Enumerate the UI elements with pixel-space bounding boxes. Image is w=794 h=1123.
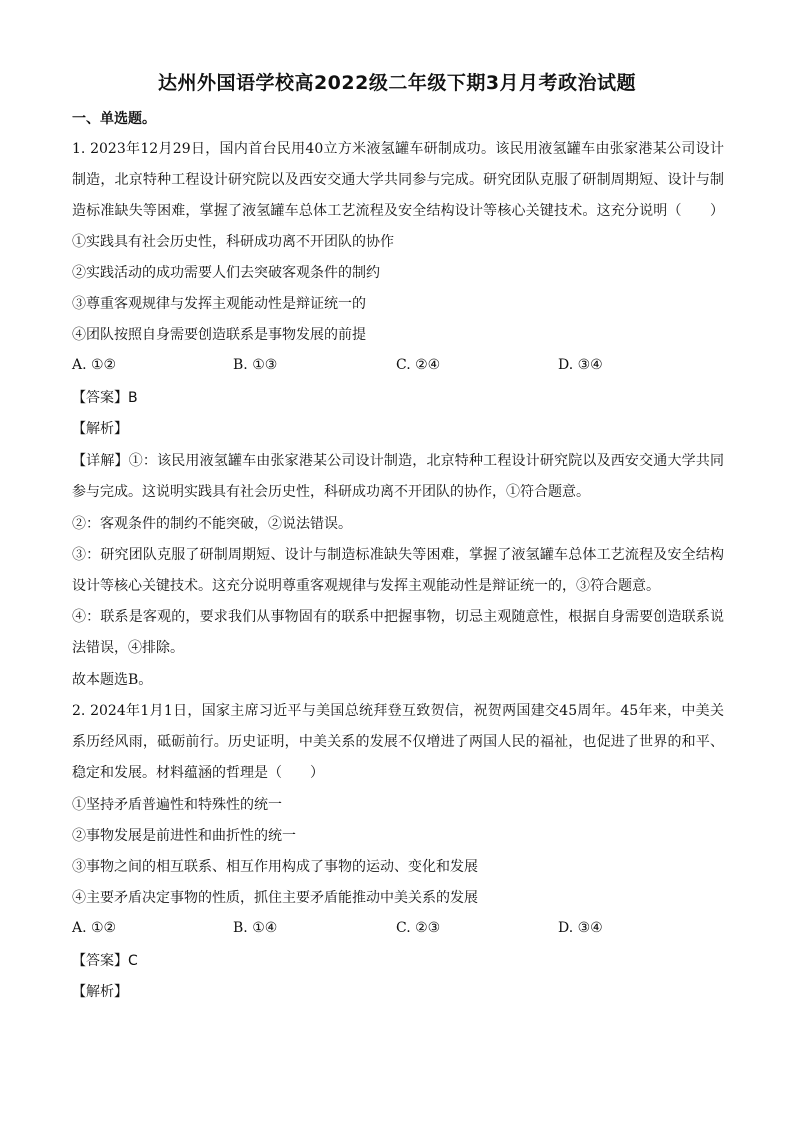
q2-answer: 【答案】C: [72, 953, 138, 969]
q1-option-c: C. ②④: [396, 357, 441, 373]
q1-option-b: B. ①③: [233, 357, 278, 373]
q1-stem-line-2: 制造，北京特种工程设计研究院以及西安交通大学共同参与完成。研究团队克服了研制周期短、设计与制: [72, 172, 724, 188]
q2-statement-2: ②事物发展是前进性和曲折性的统一: [72, 828, 296, 844]
q2-stem-line-2: 系历经风雨，砥砺前行。历史证明，中美关系的发展不仅增进了两国人民的福祉，也促进了世界的和平、: [72, 734, 724, 750]
q1-detail-line-3: ②：客观条件的制约不能突破，②说法错误。: [72, 516, 352, 532]
q2-statement-3: ③事物之间的相互联系、相互作用构成了事物的运动、变化和发展: [72, 859, 478, 875]
q2-option-c: C. ②③: [396, 920, 441, 936]
q2-option-d: D. ③④: [558, 920, 603, 936]
q2-options: [72, 920, 724, 940]
q1-statement-2: ②实践活动的成功需要人们去突破客观条件的制约: [72, 265, 380, 281]
q1-conclusion: 故本题选B。: [72, 672, 153, 688]
q2-stem-line-3: 稳定和发展。材料蕴涵的哲理是（ ）: [72, 765, 324, 781]
q2-statement-4: ④主要矛盾决定事物的性质，抓住主要矛盾能推动中美关系的发展: [72, 890, 478, 906]
q1-detail-line-4: ③：研究团队克服了研制周期短、设计与制造标准缺失等困难，掌握了液氢罐车总体工艺流程及安全结构: [72, 547, 724, 563]
q1-detail-line-1: 【详解】①：该民用液氢罐车由张家港某公司设计制造，北京特种工程设计研究院以及西安交通大学共同: [72, 453, 724, 469]
q1-detail-line-6: ④：联系是客观的，要求我们从事物固有的联系中把握事物，切忌主观随意性，根据自身需要创造联系说: [72, 609, 724, 625]
section-heading: 一、单选题。: [72, 111, 156, 127]
q1-option-a: A. ①②: [72, 357, 117, 373]
q1-statement-1: ①实践具有社会历史性，科研成功离不开团队的协作: [72, 234, 394, 250]
q1-statement-4: ④团队按照自身需要创造联系是事物发展的前提: [72, 327, 366, 343]
q1-options: [72, 357, 724, 377]
q1-answer: 【答案】B: [72, 390, 138, 406]
q1-detail-line-2: 参与完成。这说明实践具有社会历史性，科研成功离不开团队的协作，①符合题意。: [72, 484, 590, 500]
q1-detail-line-5: 设计等核心关键技术。这充分说明尊重客观规律与发挥主观能动性是辩证统一的，③符合题意。: [72, 578, 660, 594]
q2-statement-1: ①坚持矛盾普遍性和特殊性的统一: [72, 797, 282, 813]
q1-stem-line-1: 1. 2023年12月29日，国内首台民用40立方米液氢罐车研制成功。该民用液氢罐车由张家港某公司设计: [72, 141, 724, 157]
q1-detail-line-7: 法错误，④排除。: [72, 640, 184, 656]
page-title: 达州外国语学校高2022级二年级下期3月月考政治试题: [157, 72, 637, 94]
q2-option-b: B. ①④: [233, 920, 278, 936]
q1-option-d: D. ③④: [558, 357, 603, 373]
q2-analysis-label: 【解析】: [72, 984, 128, 1000]
q1-stem-line-3: 造标准缺失等困难，掌握了液氢罐车总体工艺流程及安全结构设计等核心关键技术。这充分说明（ ）: [72, 203, 724, 219]
q1-statement-3: ③尊重客观规律与发挥主观能动性是辩证统一的: [72, 296, 366, 312]
q2-stem-line-1: 2. 2024年1月1日，国家主席习近平与美国总统拜登互致贺信，祝贺两国建交45周年。45年来，中美关: [72, 703, 724, 719]
q1-analysis-label: 【解析】: [72, 421, 128, 437]
q2-option-a: A. ①②: [72, 920, 117, 936]
